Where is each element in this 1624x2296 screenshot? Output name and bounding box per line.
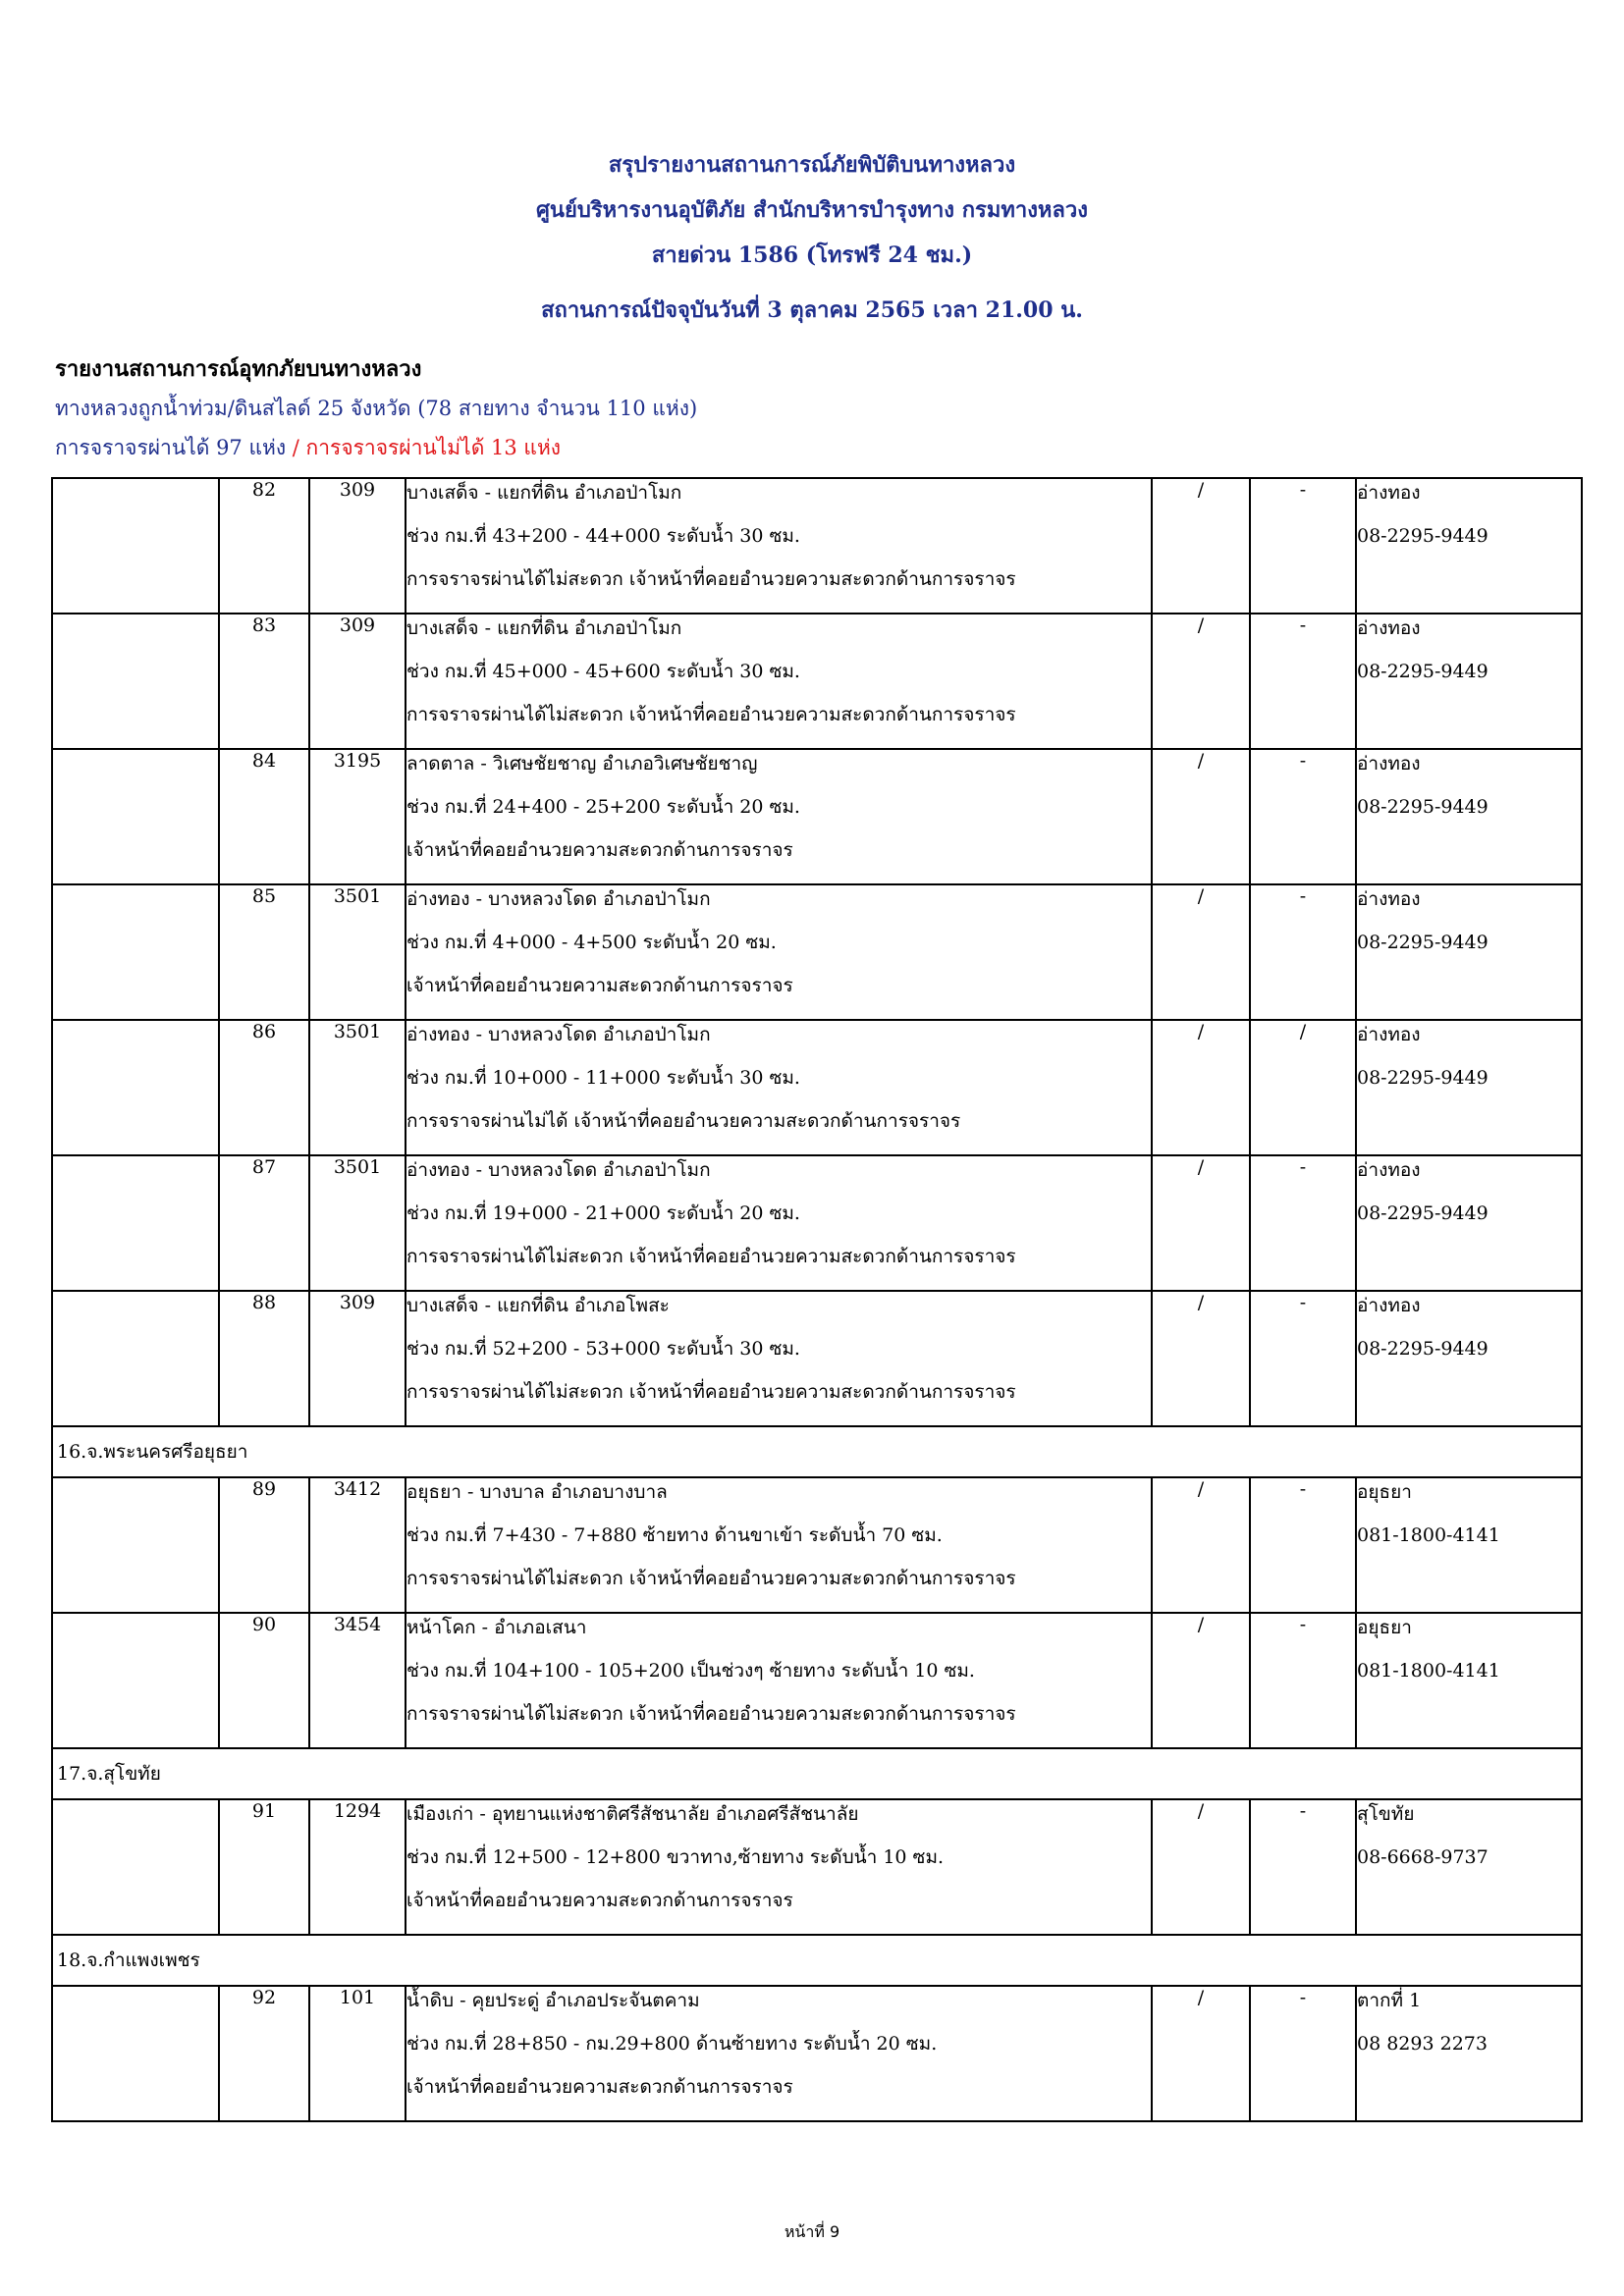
office-name: อ่างทอง: [1357, 753, 1421, 774]
table-row: [52, 749, 1582, 884]
phone-number: 08-2295-9449: [1357, 525, 1489, 547]
traffic-note: เจ้าหน้าที่คอยอำนวยความสะดวกด้านการจราจร: [406, 1890, 793, 1911]
impassable-mark: -: [1250, 749, 1356, 884]
road-section: บางเสด็จ - แยกที่ดิน อำเภอโพสะ: [406, 1295, 670, 1316]
passable-mark: /: [1152, 1799, 1250, 1935]
contact-cell: [1356, 749, 1582, 884]
phone-number: 08-2295-9449: [1357, 932, 1489, 953]
province-cell: [52, 1291, 219, 1426]
passable-mark: /: [1152, 1477, 1250, 1613]
province-cell: [52, 1477, 219, 1613]
contact-cell: [1356, 1155, 1582, 1291]
office-name: อ่างทอง: [1357, 482, 1421, 504]
row-number: 92: [219, 1986, 309, 2121]
km-range: ช่วง กม.ที่ 43+200 - 44+000 ระดับน้ำ 30 ซม.: [406, 525, 800, 547]
route-description: [406, 1155, 1152, 1291]
road-section: อ่างทอง - บางหลวงโดด อำเภอป่าโมก: [406, 1024, 711, 1045]
traffic-status-summary: [55, 432, 561, 464]
km-range: ช่วง กม.ที่ 4+000 - 4+500 ระดับน้ำ 20 ซม.: [406, 932, 777, 953]
table-row: [52, 1613, 1582, 1748]
passable-mark: /: [1152, 1613, 1250, 1748]
passable-mark: /: [1152, 1986, 1250, 2121]
route-number: 3454: [309, 1613, 406, 1748]
province-cell: [52, 1799, 219, 1935]
route-number: 309: [309, 478, 406, 614]
office-name: อยุธยา: [1357, 1481, 1412, 1503]
route-description: [406, 749, 1152, 884]
km-range: ช่วง กม.ที่ 10+000 - 11+000 ระดับน้ำ 30 ซม.: [406, 1067, 800, 1089]
province-name: 16.จ.พระนครศรีอยุธยา: [52, 1426, 1582, 1477]
row-number: 90: [219, 1613, 309, 1748]
contact-cell: [1356, 1020, 1582, 1155]
phone-number: 08-2295-9449: [1357, 796, 1489, 818]
impassable-mark: -: [1250, 1799, 1356, 1935]
traffic-note: การจราจรผ่านได้ไม่สะดวก เจ้าหน้าที่คอยอำนวยความสะดวกด้านการจราจร: [406, 1246, 1016, 1267]
phone-number: 08-2295-9449: [1357, 1338, 1489, 1360]
table-row: [52, 884, 1582, 1020]
row-number: 91: [219, 1799, 309, 1935]
table-row: [52, 1799, 1582, 1935]
row-number: 88: [219, 1291, 309, 1426]
traffic-note: การจราจรผ่านได้ไม่สะดวก เจ้าหน้าที่คอยอำนวยความสะดวกด้านการจราจร: [406, 1568, 1016, 1589]
road-section: บางเสด็จ - แยกที่ดิน อำเภอป่าโมก: [406, 482, 682, 504]
route-description: [406, 884, 1152, 1020]
province-cell: [52, 1613, 219, 1748]
impassable-mark: -: [1250, 1986, 1356, 2121]
report-hotline: สายด่วน 1586 (โทรฟรี 24 ชม.): [651, 242, 973, 268]
contact-cell: [1356, 478, 1582, 614]
traffic-note: การจราจรผ่านได้ไม่สะดวก เจ้าหน้าที่คอยอำนวยความสะดวกด้านการจราจร: [406, 1703, 1016, 1725]
province-cell: [52, 1155, 219, 1291]
province-cell: [52, 749, 219, 884]
traffic-note: เจ้าหน้าที่คอยอำนวยความสะดวกด้านการจราจร: [406, 839, 793, 861]
page-number: หน้าที่ 9: [784, 2222, 840, 2241]
passable-mark: /: [1152, 1291, 1250, 1426]
traffic-note: เจ้าหน้าที่คอยอำนวยความสะดวกด้านการจราจร: [406, 975, 793, 996]
impassable-mark: -: [1250, 1155, 1356, 1291]
road-section: อ่างทอง - บางหลวงโดด อำเภอป่าโมก: [406, 888, 711, 910]
status-separator: /: [286, 436, 306, 459]
office-name: อ่างทอง: [1357, 1295, 1421, 1316]
passable-mark: /: [1152, 749, 1250, 884]
impassable-mark: -: [1250, 478, 1356, 614]
row-number: 87: [219, 1155, 309, 1291]
report-department: ศูนย์บริหารงานอุบัติภัย สำนักบริหารบำรุงทาง กรมทางหลวง: [535, 197, 1089, 223]
row-number: 83: [219, 614, 309, 749]
row-number: 85: [219, 884, 309, 1020]
phone-number: 08 8293 2273: [1357, 2033, 1488, 2055]
province-cell: [52, 614, 219, 749]
table-row: [52, 614, 1582, 749]
km-range: ช่วง กม.ที่ 12+500 - 12+800 ขวาทาง,ซ้ายทาง ระดับน้ำ 10 ซม.: [406, 1846, 945, 1868]
km-range: ช่วง กม.ที่ 28+850 - กม.29+800 ด้านซ้ายทาง ระดับน้ำ 20 ซม.: [406, 2033, 938, 2055]
impassable-mark: -: [1250, 1291, 1356, 1426]
phone-number: 08-2295-9449: [1357, 661, 1489, 682]
traffic-note: การจราจรผ่านได้ไม่สะดวก เจ้าหน้าที่คอยอำนวยความสะดวกด้านการจราจร: [406, 704, 1016, 725]
province-cell: [52, 1986, 219, 2121]
impassable-mark: -: [1250, 884, 1356, 1020]
impassable-mark: /: [1250, 1020, 1356, 1155]
passable-mark: /: [1152, 478, 1250, 614]
route-number: 309: [309, 1291, 406, 1426]
road-section: ลาดตาล - วิเศษชัยชาญ อำเภอวิเศษชัยชาญ: [406, 753, 758, 774]
impassable-mark: -: [1250, 1477, 1356, 1613]
phone-number: 081-1800-4141: [1357, 1524, 1500, 1546]
impassable-mark: -: [1250, 614, 1356, 749]
route-description: [406, 478, 1152, 614]
route-description: [406, 614, 1152, 749]
table-row: [52, 1986, 1582, 2121]
passable-mark: /: [1152, 1020, 1250, 1155]
km-range: ช่วง กม.ที่ 24+400 - 25+200 ระดับน้ำ 20 ซม.: [406, 796, 800, 818]
office-name: ตากที่ 1: [1357, 1990, 1422, 2011]
province-cell: [52, 1020, 219, 1155]
route-number: 101: [309, 1986, 406, 2121]
route-number: 3195: [309, 749, 406, 884]
table-row: [52, 1020, 1582, 1155]
province-name: 17.จ.สุโขทัย: [52, 1748, 1582, 1799]
office-name: อ่างทอง: [1357, 1024, 1421, 1045]
road-section: เมืองเก่า - อุทยานแห่งชาติศรีสัชนาลัย อำเภอศรีสัชนาลัย: [406, 1803, 859, 1825]
report-title: สรุปรายงานสถานการณ์ภัยพิบัติบนทางหลวง: [608, 152, 1016, 178]
row-number: 84: [219, 749, 309, 884]
contact-cell: [1356, 1477, 1582, 1613]
office-name: สุโขทัย: [1357, 1803, 1415, 1825]
province-cell: [52, 884, 219, 1020]
pass-count: การจราจรผ่านได้ 97 แห่ง: [55, 436, 287, 459]
km-range: ช่วง กม.ที่ 19+000 - 21+000 ระดับน้ำ 20 ซม.: [406, 1202, 800, 1224]
traffic-note: การจราจรผ่านได้ไม่สะดวก เจ้าหน้าที่คอยอำนวยความสะดวกด้านการจราจร: [406, 568, 1016, 590]
road-section: บางเสด็จ - แยกที่ดิน อำเภอป่าโมก: [406, 617, 682, 639]
contact-cell: [1356, 1613, 1582, 1748]
km-range: ช่วง กม.ที่ 104+100 - 105+200 เป็นช่วงๆ ซ้ายทาง ระดับน้ำ 10 ซม.: [406, 1660, 975, 1682]
route-description: [406, 1799, 1152, 1935]
traffic-note: เจ้าหน้าที่คอยอำนวยความสะดวกด้านการจราจร: [406, 2076, 793, 2098]
contact-cell: [1356, 884, 1582, 1020]
road-section: อ่างทอง - บางหลวงโดด อำเภอป่าโมก: [406, 1159, 711, 1181]
section-summary: ทางหลวงถูกน้ำท่วม/ดินสไลด์ 25 จังหวัด (78 สายทาง จำนวน 110 แห่ง): [55, 397, 698, 420]
row-number: 86: [219, 1020, 309, 1155]
table-row: [52, 1291, 1582, 1426]
route-number: 3501: [309, 1155, 406, 1291]
office-name: อยุธยา: [1357, 1617, 1412, 1638]
table-row: [52, 1155, 1582, 1291]
passable-mark: /: [1152, 1155, 1250, 1291]
contact-cell: [1356, 1986, 1582, 2121]
contact-cell: [1356, 1799, 1582, 1935]
km-range: ช่วง กม.ที่ 45+000 - 45+600 ระดับน้ำ 30 ซม.: [406, 661, 800, 682]
route-number: 3501: [309, 884, 406, 1020]
phone-number: 08-2295-9449: [1357, 1202, 1489, 1224]
road-section: น้ำดิบ - คุยประดู่ อำเภอประจันตคาม: [406, 1990, 700, 2011]
section-title: รายงานสถานการณ์อุทกภัยบนทางหลวง: [55, 356, 422, 382]
route-description: [406, 1291, 1152, 1426]
table-row: [52, 1477, 1582, 1613]
office-name: อ่างทอง: [1357, 1159, 1421, 1181]
route-description: [406, 1986, 1152, 2121]
km-range: ช่วง กม.ที่ 7+430 - 7+880 ซ้ายทาง ด้านขาเข้า ระดับน้ำ 70 ซม.: [406, 1524, 943, 1546]
road-section: อยุธยา - บางบาล อำเภอบางบาล: [406, 1481, 668, 1503]
row-number: 89: [219, 1477, 309, 1613]
route-description: [406, 1020, 1152, 1155]
route-number: 3412: [309, 1477, 406, 1613]
fail-count: การจราจรผ่านไม่ได้ 13 แห่ง: [305, 436, 562, 459]
phone-number: 08-6668-9737: [1357, 1846, 1489, 1868]
traffic-note: การจราจรผ่านไม่ได้ เจ้าหน้าที่คอยอำนวยความสะดวกด้านการจราจร: [406, 1110, 961, 1132]
contact-cell: [1356, 614, 1582, 749]
province-cell: [52, 478, 219, 614]
flood-report-table: [51, 477, 1583, 2122]
route-number: 1294: [309, 1799, 406, 1935]
phone-number: 08-2295-9449: [1357, 1067, 1489, 1089]
office-name: อ่างทอง: [1357, 617, 1421, 639]
passable-mark: /: [1152, 884, 1250, 1020]
route-description: [406, 1477, 1152, 1613]
impassable-mark: -: [1250, 1613, 1356, 1748]
province-name: 18.จ.กำแพงเพชร: [52, 1935, 1582, 1986]
route-description: [406, 1613, 1152, 1748]
traffic-note: การจราจรผ่านได้ไม่สะดวก เจ้าหน้าที่คอยอำนวยความสะดวกด้านการจราจร: [406, 1381, 1016, 1403]
table-row: [52, 478, 1582, 614]
km-range: ช่วง กม.ที่ 52+200 - 53+000 ระดับน้ำ 30 ซม.: [406, 1338, 800, 1360]
contact-cell: [1356, 1291, 1582, 1426]
row-number: 82: [219, 478, 309, 614]
office-name: อ่างทอง: [1357, 888, 1421, 910]
report-datetime: สถานการณ์ปัจจุบันวันที่ 3 ตุลาคม 2565 เวลา 21.00 น.: [541, 297, 1083, 323]
route-number: 3501: [309, 1020, 406, 1155]
road-section: หน้าโคก - อำเภอเสนา: [406, 1617, 587, 1638]
route-number: 309: [309, 614, 406, 749]
passable-mark: /: [1152, 614, 1250, 749]
phone-number: 081-1800-4141: [1357, 1660, 1500, 1682]
